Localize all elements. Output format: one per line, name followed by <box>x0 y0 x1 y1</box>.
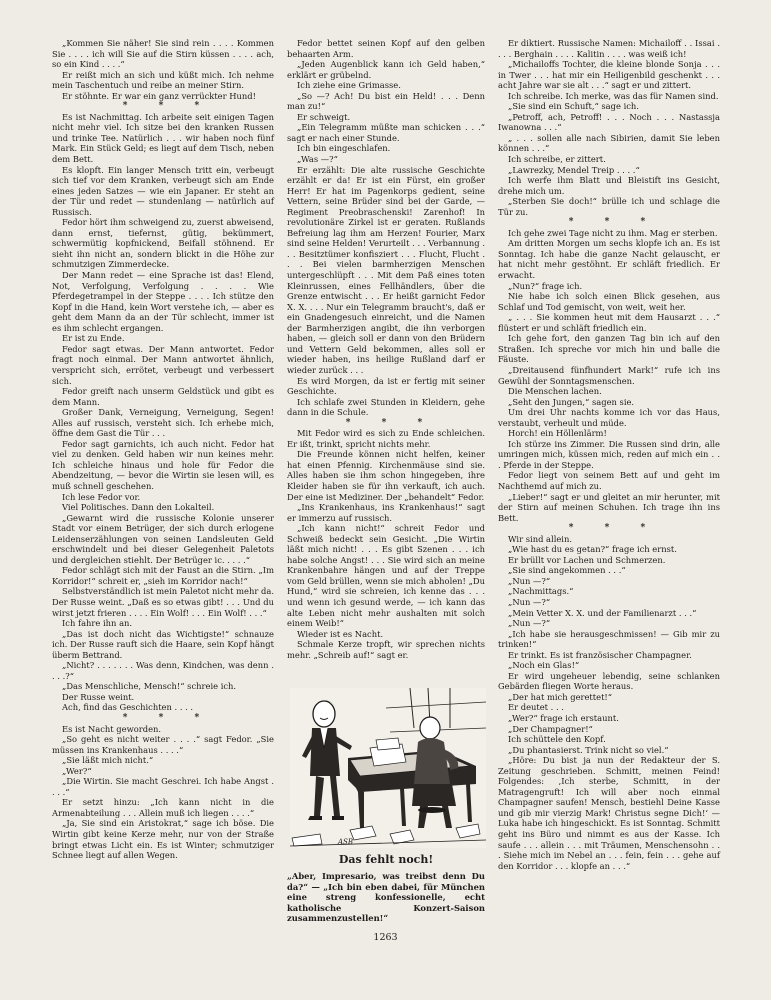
paragraph: Mit Fedor wird es sich zu Ende schleichen. Er ißt, trinkt, spricht nichts mehr. <box>287 428 485 449</box>
paragraph: Er erzählt: Die alte russische Geschichte erzählt er da! Er ist ein Fürst, ein großer Herr! Er hat im Pagenkorps gedient, seine Vettern, seine Brüder sind bei der Garde, — Regiment Preobraschenski! Zarenhof! In revolutionäre Zirkel ist er geraten. Rußlands Befreiung lag ihm am Herzen! Fourier, Marx sind seine Helden! Verurteilt . . . Verbannung . . . Besitztümer konfisziert . . . Flucht, Flucht . . . Bei vielen barmherzigen Menschen untergeschlüpft . . . Mit dem Paß eines toten Kleinrussen, eines Fellhändlers, über die Grenze entwischt . . . Er heißt garnicht Fedor X. X. . . . Nur ein Telegramm braucht's, daß er ein Gnadengesuch einreicht, und die Namen der Barmherzigen angibt, die ihn verborgen haben, — gleich soll er dann von den Brüdern und Vettern Geld bekommen, alles soll er wieder haben, ins heilige Rußland darf er wieder zurück . . . <box>287 164 485 375</box>
paragraph: „Ich habe sie herausgeschmissen! — Gib mir zu trinken!“ <box>498 628 720 650</box>
paragraph: „Noch ein Glas!“ <box>508 660 580 671</box>
cartoon-title: Das fehlt noch! <box>338 853 434 866</box>
section-divider: * * * <box>568 217 660 228</box>
paragraph: „Das Menschliche, Mensch!“ schreie ich. <box>62 681 237 692</box>
paragraph: Ich ziehe eine Grimasse. <box>297 80 401 91</box>
paragraph: „Nachmittags.“ <box>508 586 574 597</box>
paragraph: Ich werfe ihm Blatt und Bleistift ins Gesicht, drehe mich um. <box>498 175 720 196</box>
paragraph: Er deutet . . . <box>508 702 564 713</box>
page-number: 1263 <box>373 932 398 943</box>
paragraph: „Wie hast du es getan?“ frage ich ernst. <box>508 544 677 555</box>
paragraph: Er setzt hinzu: „Ich kann nicht in die Armenabteilung . . . Allein muß ich liegen . . . .“ <box>52 797 274 818</box>
paragraph: Ich schüttele den Kopf. <box>508 734 606 745</box>
paragraph: „Sie sind ein Schuft,“ sage ich. <box>508 101 639 112</box>
paragraph: „Sie läßt mich nicht.“ <box>62 755 154 766</box>
paragraph: Der Russe weint. <box>62 691 135 702</box>
section-divider: * * * <box>122 713 214 723</box>
paragraph: „ . . . sollen alle nach Sibirien, damit Sie leben können . . .“ <box>498 132 720 154</box>
paragraph: „Was —?“ <box>297 154 338 165</box>
paragraph: Nie habe ich solch einen Blick gesehen, aus Schlaf und Tod gemischt, von weit, weit her. <box>498 291 720 312</box>
paragraph: Viel Politisches. Dann den Lokalteil. <box>62 502 215 513</box>
paragraph: Die Menschen lachen. <box>508 386 602 397</box>
paragraph: Fedor liegt von seinem Bett auf und geht im Nachthemd auf mich zu. <box>498 470 720 491</box>
paragraph: Die Freunde können nicht helfen, keiner hat einen Pfennig. Kirchenmäuse sind sie. Alles haben sie ihm schon hingegeben, ihre Kleider haben sie für ihn verkauft, ich auch. Der eine ist Mediziner. Der „behandelt“ Fedor. <box>287 449 485 502</box>
cartoon-caption: „Aber, Impresario, was treibst denn Du da?“ — „Ich bin eben dabei, für München eine streng konfessionelle, echt katholische Konzert-Saison zusammenzustellen!“ <box>287 871 485 924</box>
cartoon-drawing <box>290 688 486 848</box>
paragraph: Der Mann redet — eine Sprache ist das! Elend, Not, Verfolgung, Verfolgung . . . . Wie Pferdegetrampel in der Steppe . . . . Ich stütze den Kopf in die Hand, kein Wort verstehe ich, — aber es geht dem Mann da an der Tür schlecht, immer ist es ihm schlecht ergangen. <box>52 270 274 333</box>
paragraph: Es klopft. Ein langer Mensch tritt ein, verbeugt sich tief vor dem Kranken, verbeugt sich am Ende eines jeden Satzes — wie ein Japaner. Er steht an der Tür und redet — stundenlang — natürlich auf Russisch. <box>52 164 274 217</box>
section-divider: * * * <box>345 417 437 428</box>
paragraph: „Dreitausend fünfhundert Mark!“ rufe ich ins Gewühl der Sonntagsmenschen. <box>498 364 720 386</box>
paragraph: Fedor greift nach unserm Geldstück und gibt es dem Mann. <box>52 386 274 407</box>
paragraph: Es ist Nacht geworden. <box>62 723 162 734</box>
paragraph: „Jeden Augenblick kann ich Geld haben,“ erklärt er grübelnd. <box>287 59 485 80</box>
paragraph: Ich lese Fedor vor. <box>62 491 141 502</box>
paragraph: Er trinkt. Es ist französischer Champagner. <box>508 649 692 660</box>
paragraph: „So geht es nicht weiter . . . .“ sagt Fedor. „Sie müssen ins Krankenhaus . . . .“ <box>52 734 274 755</box>
paragraph: Er stöhnte. Er war ein ganz verrückter Hund! <box>62 90 256 101</box>
paragraph: „Höre: Du bist ja nun der Redakteur der S. Zeitung geschrieben. Schmitt, meinen Feind! Folgendes: ‚Ich sterbe, Schmitt, in der Matragengruft! Ich will aber noch einmal Champagner saufen! Mensch, bestiehl Deine Kasse und gib mir vierzig Mark! Christus segne Dich!‘ — Luka habe ich hingeschickt. Es ist Sonntag. Schmitt geht ins Büro und nimmt es aus der Kasse. Ich saufe . . . allein . . . mit Träumen, Menschensohn . . . Siehe mich im Nebel an . . . fein, fein . . . gehe auf den Korridor . . . klopfe an . . .“ <box>498 755 720 871</box>
paragraph: „Petroff, ach, Petroff! . . . Noch . . . Nastassja Iwanowna . . .“ <box>498 111 720 133</box>
paragraph: „Lieber!“ sagt er und gleitet an mir herunter, mit der Stirn auf meinen Schuhen. Ich trage ihn ins Bett. <box>498 491 720 523</box>
paragraph: Es ist Nachmittag. Ich arbeite seit einigen Tagen nicht mehr viel. Ich sitze bei den kranken Russen und trinke Tee. Natürlich . . . wir haben noch fünf Mark. Ein Stück Geld; es liegt auf dem Tisch, neben dem Bett. <box>52 111 274 165</box>
paragraph: „Ins Krankenhaus, ins Krankenhaus!“ sagt er immerzu auf russisch. <box>287 502 485 523</box>
section-divider: * * * <box>122 101 214 112</box>
paragraph: Horch! ein Höllenlärm! <box>508 428 607 439</box>
paragraph: Schmale Kerze tropft, wir sprechen nichts mehr. „Schreib auf!“ sagt er. <box>287 639 485 660</box>
paragraph: „Das ist doch nicht das Wichtigste!“ schnauze ich. Der Russe rauft sich die Haare, sein Kopf hängt überm Bettrand. <box>52 628 274 660</box>
middle-text-column <box>287 38 485 660</box>
paragraph: Um drei Uhr nachts komme ich vor das Haus, verstaubt, verheult und müde. <box>498 407 720 428</box>
paragraph: Am dritten Morgen um sechs klopfe ich an. Es ist Sonntag. Ich habe die ganze Nacht gelauscht, er hat nicht mehr gestöhnt. Er schläft friedlich. Er erwacht. <box>498 238 720 281</box>
paragraph: „Die Wirtin. Sie macht Geschrei. Ich habe Angst . . . .“ <box>52 776 274 797</box>
paragraph: Fedor sagt garnichts, ich auch nicht. Fedor hat viel zu denken. Geld haben wir nun keines mehr. Ich schleiche hinaus und hole für Fedor die Abendzeitung, — bevor die Wirtin sie lesen will, es muß schnell geschehen. <box>52 438 274 491</box>
paragraph: „Kommen Sie näher! Sie sind rein . . . . Kommen Sie . . . . ich will Sie auf die Stirn küssen . . . . ach, so ein Kind . . . .“ <box>52 38 274 70</box>
paragraph: „Wer?“ frage ich erstaunt. <box>508 713 619 723</box>
paragraph: „Der hat mich gerettet!“ <box>508 691 613 702</box>
paragraph: „ . . . Sie kommen heut mit dem Hausarzt . . .“ flüstert er und schläft friedlich ein. <box>498 312 720 333</box>
paragraph: „Michailoffs Tochter, die kleine blonde Sonja . . . in Twer . . . hat mir ein Heiligenbild geschenkt . . . acht Jahre war sie alt . . .“ sagt er und zittert. <box>498 59 720 91</box>
paragraph: Er schweigt. <box>297 111 351 122</box>
paragraph: Großer Dank, Verneigung, Verneigung, Segen! Alles auf russisch, versteht sich. Ich erhebe mich, öffne dem Gast die Tür . . . <box>52 407 274 439</box>
paragraph: Selbstverständlich ist mein Paletot nicht mehr da. Der Russe weint. „Daß es so etwas gibt! . . . Und du wirst jetzt frieren . . . . Ein Wolf! . . . Ein Wolf! . . .“ <box>52 586 274 618</box>
paragraph: Ich schreibe, er zittert. <box>508 154 606 165</box>
paragraph: „Du phantasierst. Trink nicht so viel.“ <box>508 744 669 755</box>
paragraph: Er brüllt vor Lachen und Schmerzen. <box>508 554 666 565</box>
paragraph: Wieder ist es Nacht. <box>297 628 384 639</box>
paragraph: „Ein Telegramm müßte man schicken . . .“ sagt er nach einer Stunde. <box>287 122 485 143</box>
paragraph: „Sterben Sie doch!“ brülle ich und schlage die Tür zu. <box>498 196 720 217</box>
right-text-column <box>498 38 720 938</box>
paragraph: „Nicht? . . . . . . . Was denn, Kindchen, was denn . . . .?“ <box>52 660 274 681</box>
cartoon-signature: ASB <box>338 838 353 846</box>
paragraph: „Nun —?“ <box>508 618 551 629</box>
paragraph: „Nun —?“ <box>508 596 551 607</box>
paragraph: Ich gehe fort, den ganzen Tag bin ich auf den Straßen. Ich spreche vor mich hin und balle die Fäuste. <box>498 333 720 365</box>
paragraph: „Wer?“ <box>62 765 92 776</box>
paragraph: „Nun —?“ <box>508 575 551 586</box>
paragraph: Fedor schlägt sich mit der Faust an die Stirn. „Im Korridor!“ schreit er, „sieh im Korridor nach!“ <box>52 565 274 586</box>
paragraph: Ich schlafe zwei Stunden in Kleidern, gehe dann in die Schule. <box>287 396 485 418</box>
paragraph: „Mein Vetter X. X. und der Familienarzt . . .“ <box>508 607 697 618</box>
paragraph: Ach, find das Geschichten . . . . <box>62 702 194 713</box>
paragraph: Ich stürze ins Zimmer. Die Russen sind drin, alle umringen mich, küssen mich, reden auf mich ein . . . Pferde in der Steppe. <box>498 438 720 470</box>
paragraph: Fedor sagt etwas. Der Mann antwortet. Fedor fragt noch einmal. Der Mann antwortet ähnlich, verspricht sich, errötet, verbeugt und verbessert sich. <box>52 343 274 386</box>
paragraph: „Sie sind angekommen . . .“ <box>508 565 626 576</box>
paragraph: Es wird Morgen, da ist er fertig mit seiner Geschichte. <box>287 375 485 397</box>
paragraph: Fedor bettet seinen Kopf auf den gelben behaarten Arm. <box>287 38 485 59</box>
paragraph: Ich fahre ihn an. <box>62 618 133 629</box>
paragraph: Er ist zu Ende. <box>62 333 125 344</box>
paragraph: Fedor hört ihm schweigend zu, zuerst abweisend, dann ernst, tiefernst, gütig, bekümmert, schwermütig kopfnickend, Beifall stöhnend. Er sieht ihn nicht an, sondern blickt in die Höhe zur schmutzigen Zimmerdecke. <box>52 217 274 270</box>
paragraph: „Gewarnt wird die russische Kolonie unserer Stadt vor einem Betrüger, der sich durch erlogene Leidenserzählungen von seinen Landsleuten Geld erschwindelt und bei dieser Gelegenheit Paletots und dergleichen stiehlt. Der Betrüger ic. . . . .“ <box>52 512 274 565</box>
paragraph: Er wird ungeheuer lebendig, seine schlanken Gebärden fliegen Worte heraus. <box>498 670 720 692</box>
paragraph: „Nun?“ frage ich. <box>508 280 583 291</box>
paragraph: Er reißt mich an sich und küßt mich. Ich nehme mein Taschentuch und reibe an meiner Stirn. <box>52 69 274 91</box>
paragraph: „Seht den Jungen,“ sagen sie. <box>508 396 635 407</box>
paragraph: „Der Champagner!“ <box>508 723 593 734</box>
paragraph: „Ich kann nicht!“ schreit Fedor und Schweiß bedeckt sein Gesicht. „Die Wirtin läßt mich nicht! . . . Es gibt Szenen . . . ich habe solche Angst! . . . Sie wird sich an meine Krankenbahre hängen und auf der Treppe vom Geld brüllen, wenn sie mich abholen! „Du Hund,“ wird sie schreien, ich kenne das . . . und wenn ich gesund werde, — ich kann das alte Leben nicht mehr aushalten mit solch einem Weib!“ <box>287 523 485 629</box>
paragraph: „Lawrezky, Mendel Treip . . . .“ <box>508 164 640 175</box>
left-text-column <box>52 38 274 928</box>
paragraph: Er diktiert. Russische Namen: Michailoff . . Issai . . . . Berghain . . . . Kalitin . . . . was weiß ich! <box>498 38 720 59</box>
paragraph: „Ja, Sie sind ein Aristokrat,“ sage ich böse. Die Wirtin gibt keine Kerze mehr, nur von der Straße bringt etwas Licht ein. Es ist Winter; schmutziger Schnee liegt auf allen Wegen. <box>52 818 274 861</box>
paragraph: Ich bin eingeschlafen. <box>297 143 391 154</box>
paragraph: Ich gehe zwei Tage nicht zu ihm. Mag er sterben. <box>508 227 718 238</box>
section-divider: * * * <box>568 523 660 534</box>
paragraph: Ich schreibe. Ich merke, was das für Namen sind. <box>508 90 719 101</box>
paragraph: „So —? Ach! Du bist ein Held! . . . Denn man zu!“ <box>287 90 485 112</box>
paragraph: Wir sind allein. <box>508 533 572 544</box>
cartoon-illustration <box>290 688 486 848</box>
